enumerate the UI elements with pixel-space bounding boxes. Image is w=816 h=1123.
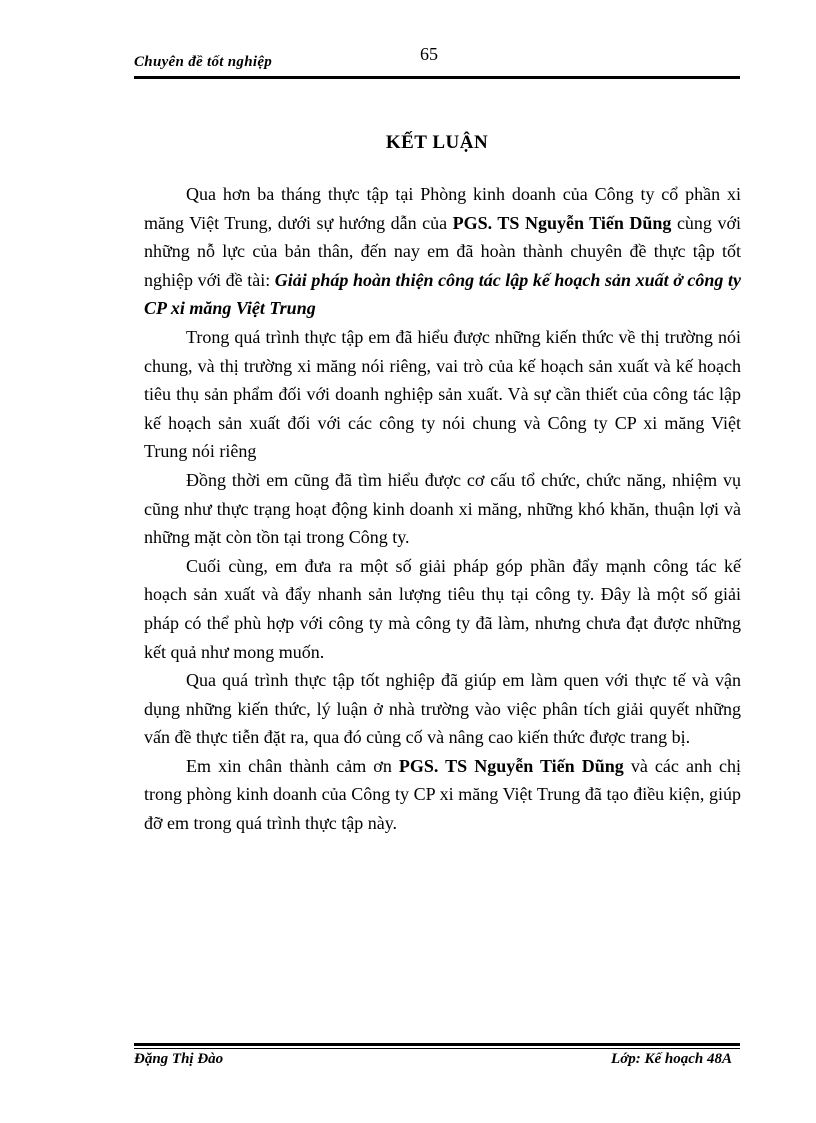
paragraph-6-text-b: và các anh chị trong phòng kinh doanh của Công ty CP xi măng Việt Trung đã tạo điều kiện, giúp đỡ em trong quá trình thực tập này.: [144, 755, 742, 834]
paragraph-4: Cuối cùng, em đưa ra một số giải pháp góp phần đẩy mạnh công tác kế hoạch sản xuất và đẩy nhanh sản lượng tiêu thụ tại công ty. Đây là một số giải pháp có thể phù hợp với công ty mà công ty đã làm, nhưng chưa đạt được những kết quả như mong muốn.: [144, 555, 741, 662]
thesis-topic: Giải pháp hoàn thiện công tác lập kế hoạch sản xuất ở công ty CP xi măng Việt Trung: [144, 269, 741, 319]
footer-rule: [134, 1043, 740, 1046]
page-title: KẾT LUẬN: [385, 132, 489, 153]
paragraph-2: Trong quá trình thực tập em đã hiểu được những kiến thức về thị trường nói chung, và thị trường xi măng nói riêng, vai trò của kế hoạch sản xuất và kế hoạch tiêu thụ sản phẩm đối với doanh nghiệp sản xuất. Và sự cần thiết của công tác lập kế hoạch sản xuất đối với các công ty nói chung và Công ty CP xi măng Việt Trung nói riêng: [144, 326, 741, 462]
advisor-name-thanks: PGS. TS Nguyễn Tiến Dũng: [398, 755, 624, 776]
page-header: [134, 44, 740, 76]
page-number: 65: [420, 44, 438, 64]
body-text: [144, 180, 741, 838]
paragraph-3: Đồng thời em cũng đã tìm hiểu được cơ cấu tổ chức, chức năng, nhiệm vụ cũng như thực trạng hoạt động kinh doanh xi măng, những khó khăn, thuận lợi và những mặt còn tồn tại trong Công ty.: [144, 469, 741, 548]
paragraph-1: [144, 180, 741, 323]
header-doc-type: Chuyên đề tốt nghiệp: [134, 54, 273, 70]
footer-author: Đặng Thị Đào: [134, 1051, 224, 1067]
header-rule: [134, 76, 740, 79]
footer-rule-thin: [134, 1048, 740, 1049]
paragraph-5: Qua quá trình thực tập tốt nghiệp đã giúp em làm quen với thực tế và vận dụng những kiến thức, lý luận ở nhà trường vào việc phân tích giải quyết những vấn đề thực tiễn đặt ra, qua đó củng cố và nâng cao kiến thức được trang bị.: [144, 670, 741, 748]
paragraph-1-text-a: Qua hơn ba tháng thực tập tại Phòng kinh doanh của Công ty cổ phần xi măng Việt Trung, dưới sự hướng dẫn của: [144, 184, 741, 233]
paragraph-1-text-b: cùng với những nỗ lực của bản thân, đến nay em đã hoàn thành chuyên đề thực tập tốt nghiệp với đề tài:: [144, 212, 741, 290]
footer-class: Lớp: Kế hoạch 48A: [611, 1051, 732, 1067]
paragraph-6-text-a: Em xin chân thành cảm ơn: [186, 755, 399, 776]
paragraph-6: [144, 752, 741, 838]
advisor-name: PGS. TS Nguyễn Tiến Dũng: [452, 212, 672, 233]
